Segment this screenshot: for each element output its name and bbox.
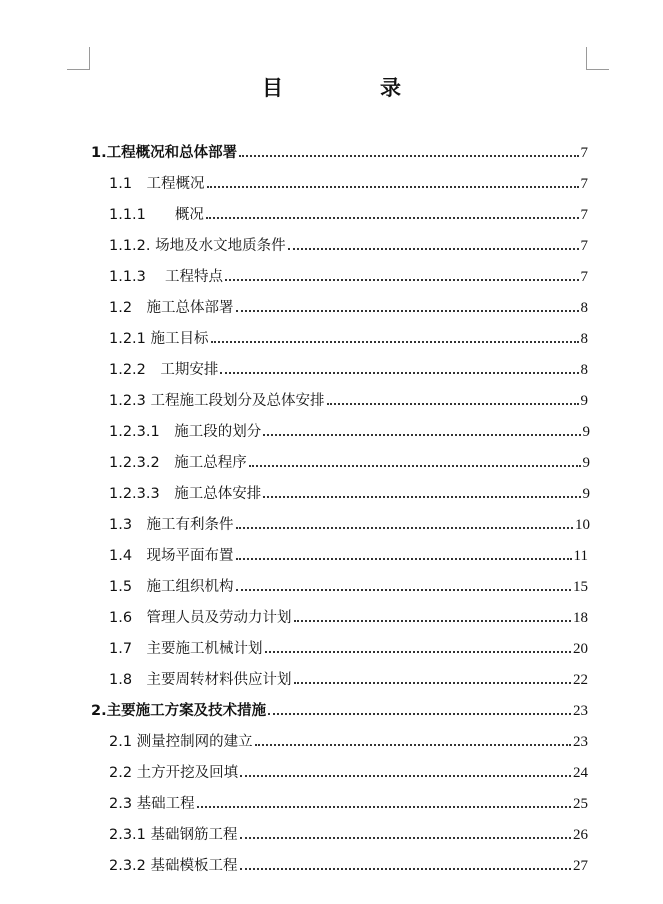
toc-leader-dots xyxy=(211,341,579,343)
toc-entry[interactable] xyxy=(109,202,588,224)
toc-entry-label: 1.1.3 工程特点 xyxy=(109,269,224,285)
toc-entry[interactable] xyxy=(109,264,588,286)
toc-entry[interactable] xyxy=(109,357,588,379)
toc-entry-page-number: 15 xyxy=(573,579,588,595)
toc-entry[interactable] xyxy=(109,791,588,813)
toc-entry[interactable] xyxy=(109,233,588,255)
toc-entry-label: 1.4 现场平面布置 xyxy=(109,548,234,564)
toc-entry-label: 1.3 施工有利条件 xyxy=(109,517,234,533)
toc-entry[interactable] xyxy=(109,760,588,782)
toc-entry-page-number: 23 xyxy=(573,734,588,750)
toc-entry-page-number: 27 xyxy=(573,858,588,874)
toc-entry[interactable] xyxy=(109,419,590,441)
toc-entry[interactable] xyxy=(109,822,588,844)
toc-entry[interactable] xyxy=(109,605,588,627)
toc-entry[interactable] xyxy=(109,636,588,658)
toc-entry-page-number: 9 xyxy=(582,424,590,440)
page-corner-mark-top-right xyxy=(586,47,609,70)
page-title: 目 录 xyxy=(262,75,439,100)
toc-entry-label: 1.2 施工总体部署 xyxy=(109,300,234,316)
toc-entry[interactable] xyxy=(91,140,588,162)
toc-entry[interactable] xyxy=(109,853,588,875)
toc-leader-dots xyxy=(294,682,571,684)
toc-entry-page-number: 8 xyxy=(580,300,588,316)
toc-entry[interactable] xyxy=(109,543,588,565)
toc-leader-dots xyxy=(236,527,573,529)
toc-entry-page-number: 8 xyxy=(580,331,588,347)
toc-entry-label: 2.1 测量控制网的建立 xyxy=(109,734,253,750)
toc-entry-label: 1.6 管理人员及劳动力计划 xyxy=(109,610,292,626)
toc-leader-dots xyxy=(240,775,571,777)
toc-leader-dots xyxy=(288,248,579,250)
toc-entry-label: 1.1.1 概况 xyxy=(109,207,204,223)
toc-leader-dots xyxy=(239,155,578,157)
toc-entry-page-number: 7 xyxy=(580,269,588,285)
toc-entry-label: 1.2.3.2 施工总程序 xyxy=(109,455,247,471)
toc-leader-dots xyxy=(236,310,579,312)
toc-entry[interactable] xyxy=(109,171,588,193)
toc-entry-page-number: 20 xyxy=(573,641,588,657)
toc-entry[interactable] xyxy=(91,698,588,720)
toc-leader-dots xyxy=(240,837,571,839)
toc-leader-dots xyxy=(327,403,579,405)
toc-leader-dots xyxy=(268,713,571,715)
toc-entry-label: 1.1.2. 场地及水文地质条件 xyxy=(109,238,286,254)
toc-entry-page-number: 10 xyxy=(575,517,590,533)
toc-leader-dots xyxy=(240,868,571,870)
toc-entry-page-number: 7 xyxy=(580,238,588,254)
toc-entry-page-number: 26 xyxy=(573,827,588,843)
toc-entry-page-number: 11 xyxy=(573,548,588,564)
toc-leader-dots xyxy=(263,496,580,498)
toc-entry-page-number: 23 xyxy=(573,703,588,719)
toc-entry-label: 1.2.3.3 施工总体安排 xyxy=(109,486,262,502)
toc-leader-dots xyxy=(249,465,581,467)
toc-entry[interactable] xyxy=(109,512,590,534)
toc-entry-label: 1.2.2 工期安排 xyxy=(109,362,219,378)
toc-entry-page-number: 7 xyxy=(580,176,588,192)
toc-leader-dots xyxy=(255,744,571,746)
toc-entry-label: 2.3 基础工程 xyxy=(109,796,195,812)
toc-entry-page-number: 18 xyxy=(573,610,588,626)
page-corner-mark-top-left xyxy=(67,47,90,70)
toc-entry-label: 2.主要施工方案及技术措施 xyxy=(91,703,267,719)
toc-leader-dots xyxy=(236,589,571,591)
toc-entry-page-number: 8 xyxy=(580,362,588,378)
toc-entry-page-number: 9 xyxy=(580,393,588,409)
toc-leader-dots xyxy=(206,217,579,219)
toc-leader-dots xyxy=(236,558,572,560)
toc-entry-page-number: 7 xyxy=(580,207,588,223)
toc-entry-page-number: 9 xyxy=(582,486,590,502)
toc-entry[interactable] xyxy=(109,326,588,348)
toc-entry-label: 1.5 施工组织机构 xyxy=(109,579,234,595)
toc-entry-label: 1.1 工程概况 xyxy=(109,176,205,192)
toc-leader-dots xyxy=(265,651,571,653)
toc-entry-label: 1.2.3.1 施工段的划分 xyxy=(109,424,262,440)
toc-leader-dots xyxy=(294,620,571,622)
toc-entry-label: 2.3.1 基础钢筋工程 xyxy=(109,827,238,843)
toc-entry[interactable] xyxy=(109,667,588,689)
toc-entry[interactable] xyxy=(109,574,588,596)
toc-leader-dots xyxy=(263,434,580,436)
toc-entry-label: 2.3.2 基础模板工程 xyxy=(109,858,238,874)
toc-entry-label: 1.2.1 施工目标 xyxy=(109,331,209,347)
toc-entry[interactable] xyxy=(109,388,588,410)
toc-entry-page-number: 22 xyxy=(573,672,588,688)
toc-entry[interactable] xyxy=(109,450,590,472)
toc-entry-page-number: 25 xyxy=(573,796,588,812)
toc-leader-dots xyxy=(220,372,578,374)
toc-entry-page-number: 9 xyxy=(582,455,590,471)
toc-entry-label: 1.8 主要周转材料供应计划 xyxy=(109,672,292,688)
toc-entry-label: 1.7 主要施工机械计划 xyxy=(109,641,263,657)
toc-entry-label: 2.2 土方开挖及回填 xyxy=(109,765,239,781)
toc-entry[interactable] xyxy=(109,295,588,317)
toc-entry[interactable] xyxy=(109,481,590,503)
toc-leader-dots xyxy=(207,186,579,188)
toc-entry-page-number: 24 xyxy=(573,765,588,781)
toc-entry-page-number: 7 xyxy=(580,145,588,161)
toc-leader-dots xyxy=(197,806,571,808)
toc-entry[interactable] xyxy=(109,729,588,751)
toc-entry-label: 1.2.3 工程施工段划分及总体安排 xyxy=(109,393,325,409)
toc-leader-dots xyxy=(225,279,578,281)
toc-entry-label: 1.工程概况和总体部署 xyxy=(91,145,238,161)
